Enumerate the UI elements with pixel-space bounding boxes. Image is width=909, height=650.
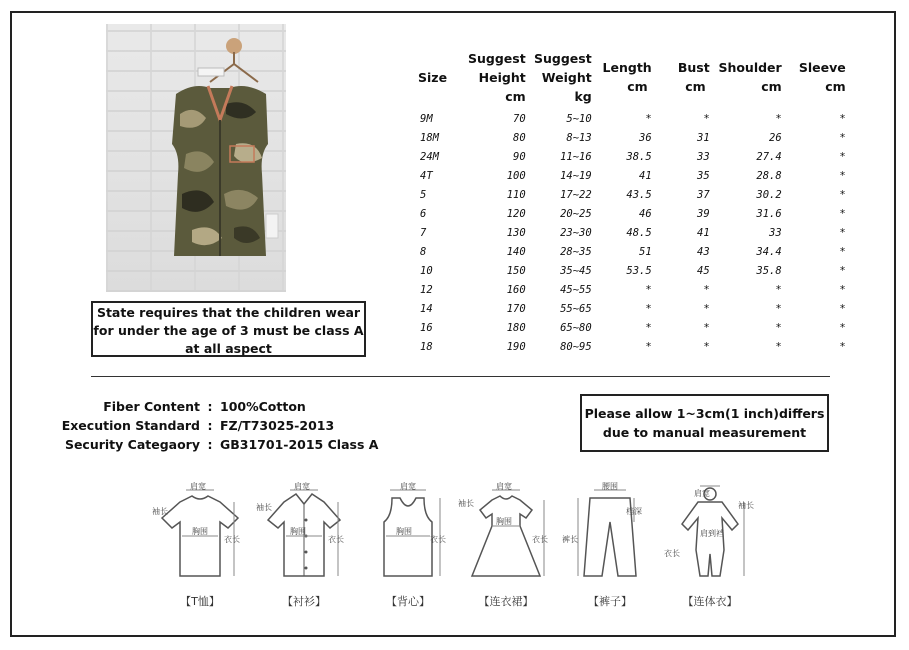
cell-sleeve: *: [839, 341, 846, 353]
cell-height: 110: [506, 189, 526, 201]
cell-sleeve: *: [839, 303, 846, 315]
cell-length: 51: [639, 246, 652, 258]
table-row: [412, 186, 848, 205]
cell-length: 43.5: [626, 189, 652, 201]
spec-list: [40, 397, 378, 454]
cell-length: *: [645, 303, 652, 315]
cell-sleeve: *: [839, 246, 846, 258]
svg-text:衣长: 衣长: [532, 535, 548, 544]
cell-shoulder: 28.8: [756, 170, 782, 182]
table-header-row: [412, 44, 848, 110]
cell-weight: 55~65: [560, 303, 592, 315]
spec-row-security: [40, 435, 378, 454]
cell-bust: *: [703, 322, 710, 334]
garment-tshirt: [150, 480, 250, 610]
cell-shoulder: 31.6: [756, 208, 782, 220]
cell-bust: 41: [697, 227, 710, 239]
garment-dress: [456, 480, 556, 610]
cell-bust: *: [703, 341, 710, 353]
shirt-icon: [254, 480, 354, 590]
col-header-weight: Suggest Weight kg: [534, 50, 592, 104]
svg-text:肩宽: 肩宽: [496, 482, 512, 491]
table-row: [412, 224, 848, 243]
cell-length: 36: [639, 132, 652, 144]
garment-pants: [560, 480, 660, 610]
cell-weight: 17~22: [560, 189, 592, 201]
table-row: [412, 167, 848, 186]
cell-height: 80: [513, 132, 526, 144]
cell-size: 10: [420, 265, 433, 277]
cell-shoulder: *: [775, 113, 782, 125]
spec-value: GB31701-2015 Class A: [220, 437, 379, 452]
cell-height: 140: [506, 246, 526, 258]
table-row: [412, 338, 848, 357]
cell-height: 100: [506, 170, 526, 182]
cell-sleeve: *: [839, 227, 846, 239]
cell-bust: *: [703, 284, 710, 296]
cell-shoulder: 26: [769, 132, 782, 144]
cell-height: 170: [506, 303, 526, 315]
cell-length: *: [645, 113, 652, 125]
garment-vest: [358, 480, 458, 610]
measurement-guide: [150, 480, 770, 620]
spec-label: Security Categaory: [64, 437, 200, 452]
table-row: [412, 300, 848, 319]
cell-sleeve: *: [839, 170, 846, 182]
spec-row-standard: [40, 416, 378, 435]
col-header-bust: Bust cm: [677, 60, 710, 94]
cell-height: 120: [506, 208, 526, 220]
svg-text:裤长: 裤长: [562, 535, 578, 544]
table-body: [412, 110, 848, 357]
garment-shirt: [254, 480, 354, 610]
cell-sleeve: *: [839, 284, 846, 296]
cell-height: 150: [506, 265, 526, 277]
col-header-size: Size: [418, 69, 448, 85]
cell-weight: 45~55: [560, 284, 592, 296]
garment-label: 【衬衫】: [282, 595, 326, 608]
cell-bust: 45: [697, 265, 710, 277]
cell-height: 190: [506, 341, 526, 353]
spec-separator: :: [207, 418, 213, 433]
cell-shoulder: *: [775, 303, 782, 315]
garment-label: 【连体衣】: [682, 595, 738, 608]
svg-text:胸围: 胸围: [192, 527, 208, 536]
svg-text:肩宽: 肩宽: [190, 482, 206, 491]
cell-size: 8: [420, 246, 427, 258]
svg-text:档深: 档深: [626, 507, 642, 516]
table-row: [412, 148, 848, 167]
cell-size: 4T: [420, 170, 433, 182]
cell-bust: 35: [697, 170, 710, 182]
svg-text:胸围: 胸围: [496, 517, 512, 526]
cell-weight: 14~19: [560, 170, 592, 182]
col-header-length: Length cm: [602, 60, 652, 94]
table-row: [412, 281, 848, 300]
cell-weight: 20~25: [560, 208, 592, 220]
table-row: [412, 205, 848, 224]
spec-separator: :: [207, 437, 213, 452]
cell-shoulder: 30.2: [756, 189, 782, 201]
svg-text:胸围: 胸围: [396, 527, 412, 536]
cell-weight: 65~80: [560, 322, 592, 334]
size-chart-table: [412, 44, 848, 357]
cell-length: 38.5: [626, 151, 652, 163]
garment-label: 【裤子】: [588, 595, 632, 608]
svg-text:腰围: 腰围: [602, 482, 618, 491]
table-row: [412, 319, 848, 338]
cell-sleeve: *: [839, 151, 846, 163]
cell-length: *: [645, 284, 652, 296]
cell-height: 70: [513, 113, 526, 125]
cell-weight: 23~30: [560, 227, 592, 239]
garment-label: 【连衣裙】: [478, 595, 534, 608]
cell-weight: 5~10: [566, 113, 592, 125]
table-row: [412, 243, 848, 262]
cell-size: 7: [420, 227, 427, 239]
cell-length: 46: [639, 208, 652, 220]
cell-weight: 8~13: [566, 132, 592, 144]
svg-text:胸围: 胸围: [290, 527, 306, 536]
cell-weight: 80~95: [560, 341, 592, 353]
svg-text:肩到裆: 肩到裆: [700, 529, 724, 538]
cell-sleeve: *: [839, 113, 846, 125]
cell-height: 160: [506, 284, 526, 296]
cell-shoulder: 35.8: [756, 265, 782, 277]
cell-length: *: [645, 322, 652, 334]
cell-length: 48.5: [626, 227, 652, 239]
cell-sleeve: *: [839, 322, 846, 334]
cell-size: 12: [420, 284, 433, 296]
dress-icon: [456, 480, 556, 590]
cell-length: 41: [639, 170, 652, 182]
svg-text:袖长: 袖长: [152, 507, 168, 516]
spec-value: 100%Cotton: [220, 399, 306, 414]
cell-bust: 37: [697, 189, 710, 201]
table-row: [412, 110, 848, 129]
cell-size: 9M: [420, 113, 433, 125]
cell-size: 16: [420, 322, 433, 334]
cell-shoulder: 34.4: [756, 246, 782, 258]
cell-sleeve: *: [839, 265, 846, 277]
cell-height: 90: [513, 151, 526, 163]
cell-bust: *: [703, 113, 710, 125]
cell-size: 14: [420, 303, 433, 315]
svg-text:衣长: 衣长: [430, 535, 446, 544]
cell-height: 180: [506, 322, 526, 334]
cell-bust: 31: [697, 132, 710, 144]
spec-separator: :: [207, 399, 213, 414]
cell-height: 130: [506, 227, 526, 239]
svg-text:袖长: 袖长: [256, 503, 272, 512]
vest-icon: [358, 480, 458, 590]
cell-length: 53.5: [626, 265, 652, 277]
spec-label: Fiber Content: [103, 399, 200, 414]
cell-shoulder: *: [775, 341, 782, 353]
garment-label: 【背心】: [386, 595, 430, 608]
cell-shoulder: 33: [769, 227, 782, 239]
cell-shoulder: *: [775, 284, 782, 296]
cell-bust: 33: [697, 151, 710, 163]
col-header-sleeve: Sleeve cm: [798, 60, 846, 94]
cell-weight: 35~45: [560, 265, 592, 277]
table-row: [412, 262, 848, 281]
svg-text:袖长: 袖长: [458, 499, 474, 508]
cell-shoulder: 27.4: [756, 151, 782, 163]
svg-text:肩宽: 肩宽: [694, 489, 710, 498]
product-photo: [106, 24, 286, 292]
spec-row-fiber: [40, 397, 378, 416]
cell-length: *: [645, 341, 652, 353]
cell-size: 5: [420, 189, 427, 201]
svg-text:衣长: 衣长: [664, 549, 680, 558]
garment-label: 【T恤】: [180, 595, 220, 608]
svg-text:肩宽: 肩宽: [294, 482, 310, 491]
tshirt-icon: [150, 480, 250, 590]
col-header-shoulder: Shoulder cm: [718, 60, 782, 94]
col-header-height: Suggest Height cm: [468, 50, 526, 104]
cell-sleeve: *: [839, 208, 846, 220]
svg-text:袖长: 袖长: [738, 501, 754, 510]
age-requirement-notice: State requires that the children wear for under the age of 3 must be class A at all aspect: [91, 301, 366, 357]
spec-value: FZ/T73025-2013: [220, 418, 335, 433]
romper-icon: [660, 480, 760, 590]
garment-romper: [660, 480, 760, 610]
cell-size: 18M: [420, 132, 439, 144]
svg-text:衣长: 衣长: [224, 535, 240, 544]
cell-weight: 11~16: [560, 151, 592, 163]
cell-sleeve: *: [839, 132, 846, 144]
measurement-allowance-note: Please allow 1~3cm(1 inch)differs due to manual measurement: [580, 394, 829, 452]
cell-size: 6: [420, 208, 427, 220]
svg-text:肩宽: 肩宽: [400, 482, 416, 491]
svg-text:衣长: 衣长: [328, 535, 344, 544]
section-divider: [91, 376, 830, 377]
spec-label: Execution Standard: [61, 418, 200, 433]
camo-vest-image: [106, 24, 286, 292]
cell-weight: 28~35: [560, 246, 592, 258]
cell-size: 18: [420, 341, 433, 353]
cell-shoulder: *: [775, 322, 782, 334]
cell-sleeve: *: [839, 189, 846, 201]
cell-bust: 43: [697, 246, 710, 258]
cell-size: 24M: [420, 151, 439, 163]
cell-bust: 39: [697, 208, 710, 220]
cell-bust: *: [703, 303, 710, 315]
pants-icon: [560, 480, 660, 590]
table-row: [412, 129, 848, 148]
